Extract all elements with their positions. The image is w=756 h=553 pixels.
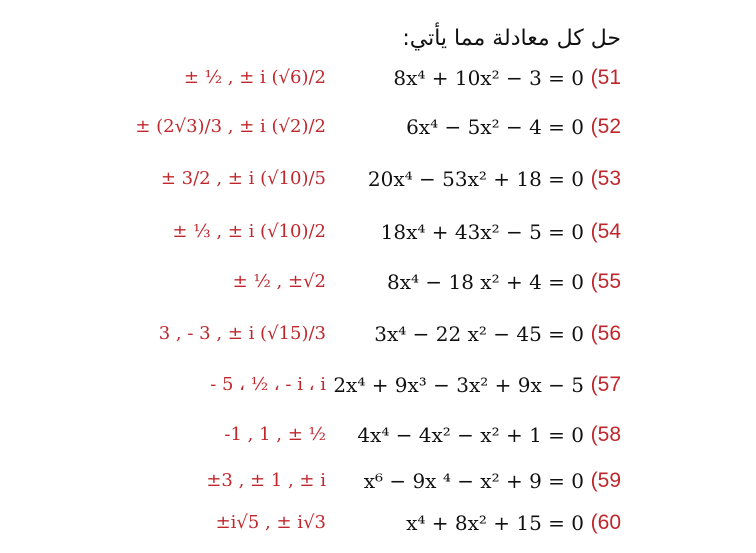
problem-number: (53 bbox=[590, 167, 621, 190]
answer: ± 3/2 , ± i (√10)/5 bbox=[160, 168, 326, 189]
problem-number: (52 bbox=[590, 115, 621, 138]
problem-row bbox=[0, 58, 756, 102]
equation: x⁶ − 9x ⁴ − x² + 9 = 0 bbox=[363, 469, 584, 493]
problem-row bbox=[0, 107, 756, 151]
problem-row bbox=[0, 461, 756, 505]
answer: ± ½ , ± i (√6)/2 bbox=[183, 67, 326, 88]
equation: 18x⁴ + 43x² − 5 = 0 bbox=[380, 220, 584, 244]
problem-number: (59 bbox=[590, 469, 621, 492]
problem-row bbox=[0, 503, 756, 547]
answer: ± (2√3)/3 , ± i (√2)/2 bbox=[135, 116, 326, 137]
answer: ± ⅓ , ± i (√10)/2 bbox=[172, 221, 326, 242]
equation: 2x⁴ + 9x³ − 3x² + 9x − 5 bbox=[333, 373, 584, 397]
problem-row bbox=[0, 159, 756, 203]
problem-row bbox=[0, 365, 756, 409]
answer: ±3 , ± 1 , ± i bbox=[206, 470, 326, 491]
problem-number: (57 bbox=[590, 373, 621, 396]
problem-row bbox=[0, 262, 756, 306]
equation: 4x⁴ − 4x² − x² + 1 = 0 bbox=[357, 423, 584, 447]
problem-row bbox=[0, 212, 756, 256]
answer: ±i√5 , ± i√3 bbox=[215, 512, 326, 533]
equation: 20x⁴ − 53x² + 18 = 0 bbox=[367, 167, 584, 191]
problem-row bbox=[0, 415, 756, 459]
equation: 8x⁴ + 10x² − 3 = 0 bbox=[393, 66, 584, 90]
equation: 8x⁴ − 18 x² + 4 = 0 bbox=[387, 270, 584, 294]
equation: 3x⁴ − 22 x² − 45 = 0 bbox=[374, 322, 584, 346]
answer: 3 , - 3 , ± i (√15)/3 bbox=[158, 323, 326, 344]
problem-number: (51 bbox=[590, 66, 621, 89]
problem-row bbox=[0, 314, 756, 358]
problem-number: (60 bbox=[590, 511, 621, 534]
equation: 6x⁴ − 5x² − 4 = 0 bbox=[406, 115, 584, 139]
equation: x⁴ + 8x² + 15 = 0 bbox=[406, 511, 584, 535]
answer: -1 , 1 , ± ½ bbox=[224, 424, 326, 445]
problem-number: (55 bbox=[590, 270, 621, 293]
problem-number: (54 bbox=[590, 220, 621, 243]
problem-number: (58 bbox=[590, 423, 621, 446]
answer: - 5 ، ½ ، - i ، i bbox=[210, 374, 326, 395]
answer: ± ½ , ±√2 bbox=[232, 271, 326, 292]
page-title: حل كل معادلة مما يأتي: bbox=[402, 26, 621, 51]
problem-number: (56 bbox=[590, 322, 621, 345]
